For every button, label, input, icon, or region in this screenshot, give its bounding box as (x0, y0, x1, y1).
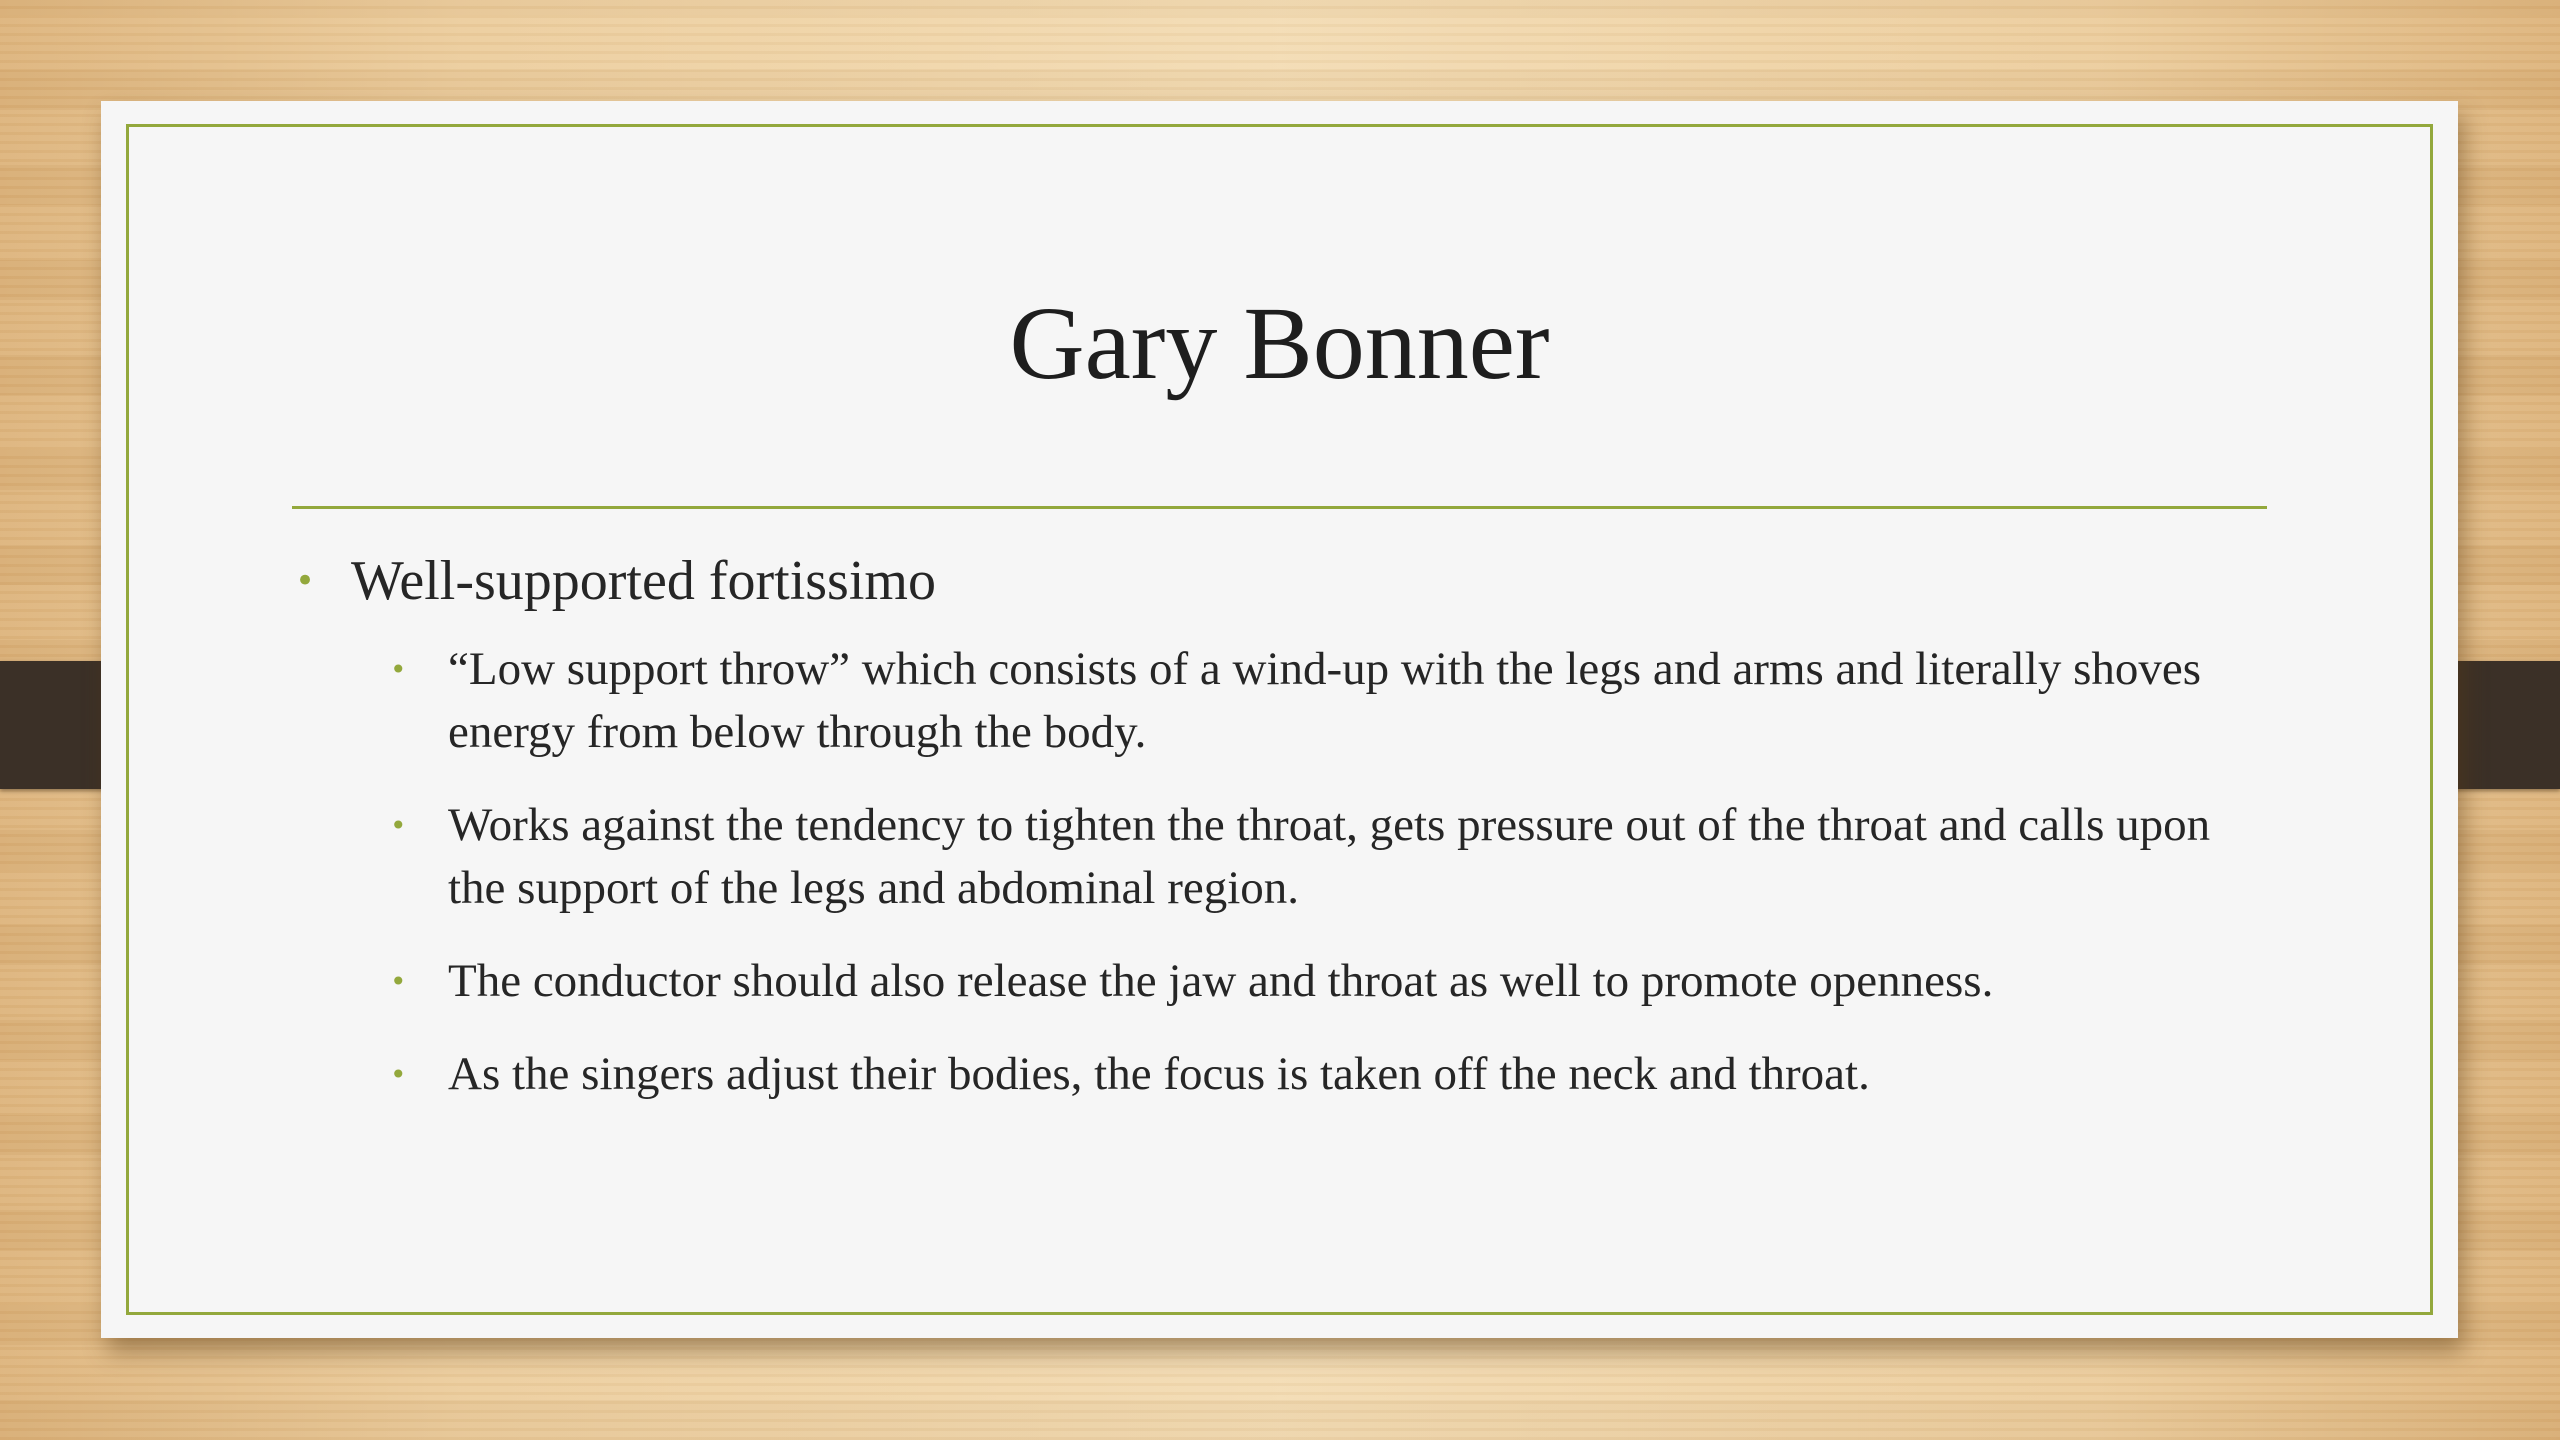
slide-content (291, 546, 2291, 1136)
bullet-text: Well-supported fortissimo (351, 550, 936, 612)
slide-card (101, 101, 2458, 1338)
bullet-dot-icon: • (390, 653, 407, 686)
sub-bullet-item (390, 1043, 2238, 1106)
sub-bullet-text: As the singers adjust their bodies, the focus is taken off the neck and throat. (448, 1048, 1870, 1100)
bullet-item-main (291, 546, 2291, 616)
title-divider (292, 506, 2267, 509)
sub-bullet-item (390, 950, 2238, 1013)
sub-bullet-item (390, 794, 2238, 920)
bullet-dot-icon: • (390, 809, 407, 842)
slide-title: Gary Bonner (1009, 286, 1550, 401)
sub-bullet-text: Works against the tendency to tighten the throat, gets pressure out of the throat and calls upon the support of the legs and abdominal region. (448, 799, 2211, 914)
bullet-dot-icon: • (390, 965, 407, 998)
bullet-dot-icon: • (390, 1058, 407, 1091)
sub-bullet-text: “Low support throw” which consists of a wind-up with the legs and arms and literally shoves energy from below through the body. (448, 643, 2202, 758)
sub-bullet-text: The conductor should also release the jaw and throat as well to promote openness. (448, 955, 1994, 1007)
bullet-dot-icon: • (295, 561, 316, 601)
sub-bullet-item (390, 638, 2238, 764)
